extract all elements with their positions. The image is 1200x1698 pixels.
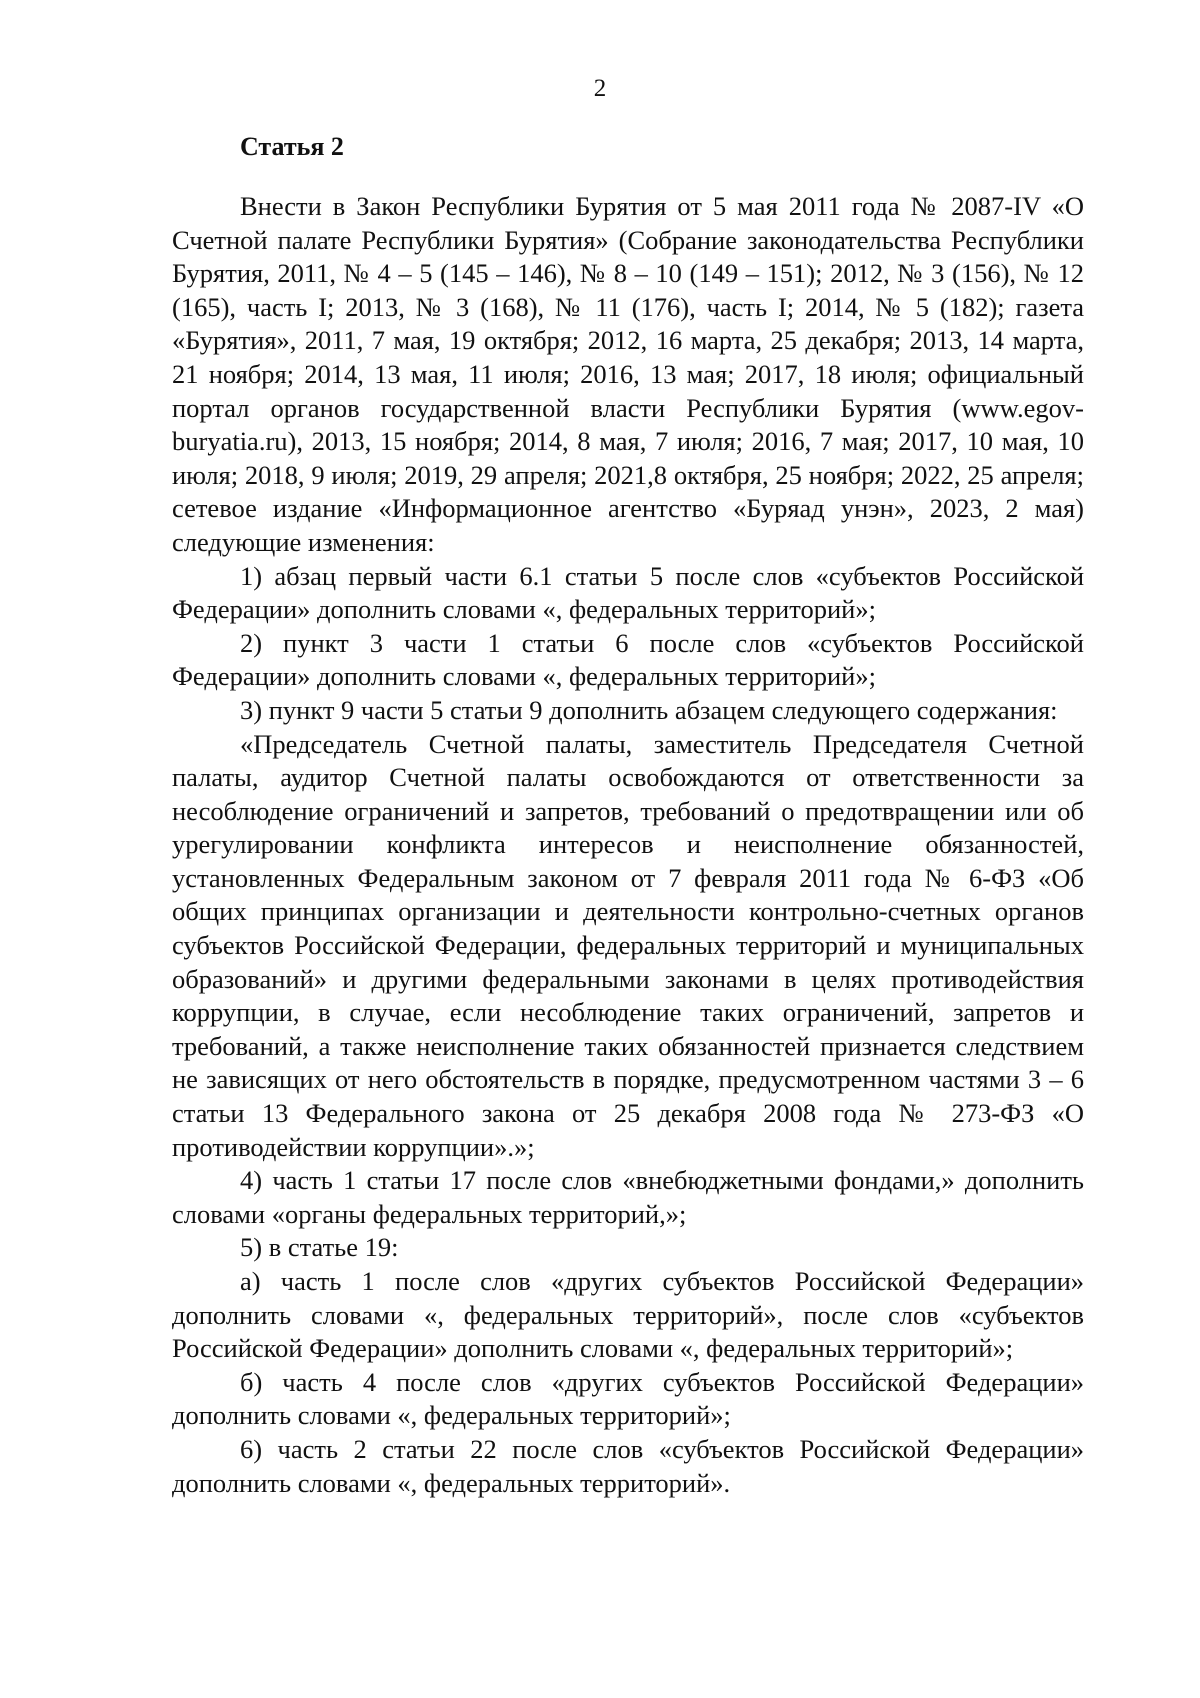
article-body [172, 190, 1084, 1500]
paragraph-quoted-insert: «Председатель Счетной палаты, заместитель Председателя Счетной палаты, аудитор Счетной палаты освобождаются от ответственности за несоблюдение ограничений и запретов, требований о предотвращении или об урегулировании конфликта интересов и неисполнение обязанностей, установленных Федеральным законом от 7 февраля 2011 года № 6-ФЗ «Об общих принципах организации и деятельности контрольно-счетных органов субъектов Российской Федерации, федеральных территорий и муниципальных образований» и другими федеральными законами в целях противодействия коррупции, в случае, если несоблюдение таких ограничений, запретов и требований, а также неисполнение таких обязанностей признается следствием не зависящих от него обстоятельств в порядке, предусмотренном частями 3 – 6 статьи 13 Федерального закона от 25 декабря 2008 года № 273-ФЗ «О противодействии коррупции».»; [172, 728, 1084, 1162]
page-number: 2 [593, 75, 607, 102]
paragraph-item-2: 2) пункт 3 части 1 статьи 6 после слов «субъектов Российской Федерации» дополнить словами «, федеральных территорий»; [172, 627, 1084, 692]
paragraph-item-5: 5) в статье 19: [240, 1232, 399, 1263]
paragraph-item-5a: а) часть 1 после слов «других субъектов Российской Федерации» дополнить словами «, федеральных территорий», после слов «субъектов Российской Федерации» дополнить словами «, федеральных территорий»; [172, 1266, 1084, 1364]
paragraph-item-1: 1) абзац первый части 6.1 статьи 5 после слов «субъектов Российской Федерации» дополнить словами «, федеральных территорий»; [172, 560, 1084, 625]
paragraph-item-4: 4) часть 1 статьи 17 после слов «внебюджетными фондами,» дополнить словами «органы федеральных территорий,»; [172, 1165, 1084, 1229]
paragraph-item-5b: б) часть 4 после слов «других субъектов Российской Федерации» дополнить словами «, федеральных территорий»; [172, 1366, 1084, 1431]
paragraph-item-6: 6) часть 2 статьи 22 после слов «субъектов Российской Федерации» дополнить словами «, федеральных территорий». [172, 1433, 1084, 1498]
paragraph-intro: Внести в Закон Республики Бурятия от 5 мая 2011 года № 2087-IV «О Счетной палате Республики Бурятия» (Собрание законодательства Республики Бурятия, 2011, № 4 – 5 (145 – 146), № 8 – 10 (149 – 151); 2012, № 3 (156), № 12 (165), часть I; 2013, № 3 (168), № 11 (176), часть I; 2014, № 5 (182); газета «Бурятия», 2011, 7 мая, 19 октября; 2012, 16 марта, 25 декабря; 2013, 14 марта, 21 ноября; 2014, 13 мая, 11 июля; 2016, 13 мая; 2017, 18 июля; официальный портал органов государственной власти Республики Бурятия (www.egov-buryatia.ru), 2013, 15 ноября; 2014, 8 мая, 7 июля; 2016, 7 мая; 2017, 10 мая, 10 июля; 2018, 9 июля; 2019, 29 апреля; 2021,8 октября, 25 ноября; 2022, 25 апреля; сетевое издание «Информационное агентство «Буряад унэн», 2023, 2 мая) следующие изменения: [172, 191, 1084, 557]
paragraph-item-3: 3) пункт 9 части 5 статьи 9 дополнить абзацем следующего содержания: [240, 694, 1058, 725]
article-title: Статья 2 [240, 132, 344, 161]
